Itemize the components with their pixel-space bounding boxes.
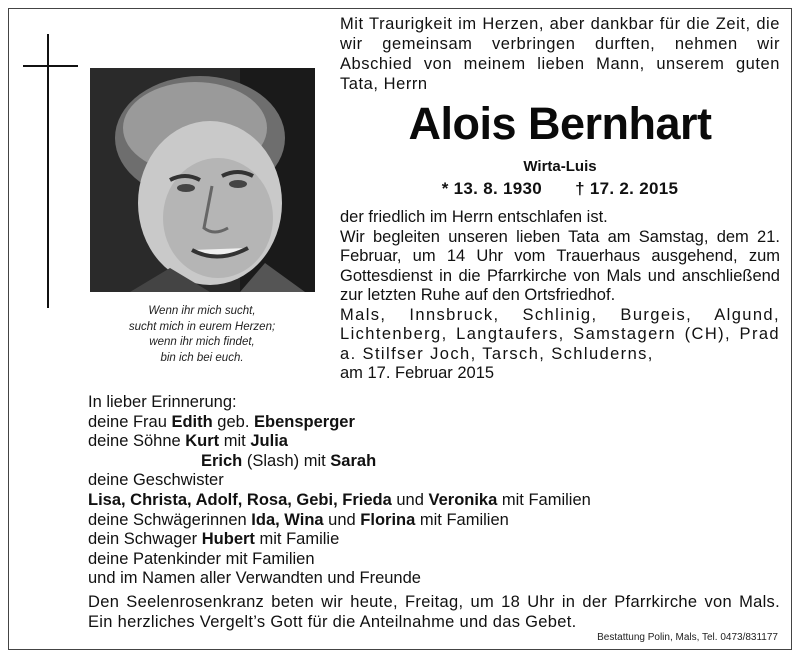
places-list: Mals, Innsbruck, Schlinig, Burgeis, Algund, Lichtenberg, Langtaufers, Samstagern (CH), Prad a. Stilfser Joch, Tarsch, Schluderns, <box>340 305 780 363</box>
death-date: † 17. 2. 2015 <box>575 179 679 198</box>
family-son2: Erich (Slash) mit Sarah <box>201 451 377 470</box>
life-dates <box>340 179 780 199</box>
portrait-photo <box>90 68 315 292</box>
funeral-details <box>340 208 780 384</box>
family-brother-in-law: dein Schwager Hubert mit Familie <box>88 530 340 549</box>
intro-text: Mit Traurigkeit im Herzen, aber dankbar für die Zeit, die wir gemeinsam verbringen durften, nehmen wir Abschied von meinem lieben Mann, unserem guten Tata, Herrn <box>340 15 780 93</box>
deceased-name: Alois Bernhart <box>408 98 712 149</box>
date-line: am 17. Februar 2015 <box>340 364 495 382</box>
birth-date: * 13. 8. 1930 <box>441 179 543 198</box>
cross-icon <box>47 34 49 308</box>
poem-line: bin ich bei euch. <box>160 351 244 364</box>
funeral-home-footer: Bestattung Polin, Mals, Tel. 0473/831177 <box>597 632 778 643</box>
closing-text: Den Seelenrosenkranz beten wir heute, Freitag, um 18 Uhr in der Pfarrkirche von Mals. Ein herzliches Vergelt’s Gott für die Anteilnahme und das Gebet. <box>88 593 780 631</box>
deceased-nickname: Wirta-Luis <box>523 158 597 175</box>
announcement-text: der friedlich im Herrn entschlafen ist. <box>340 208 608 226</box>
family-sisters-in-law: deine Schwägerinnen Ida, Wina und Florina mit Familien <box>88 510 509 529</box>
family-list <box>88 393 688 589</box>
family-sons: deine Söhne Kurt mit Julia <box>88 432 288 451</box>
family-heading: In lieber Erinnerung: <box>88 393 237 411</box>
family-siblings: Lisa, Christa, Adolf, Rosa, Gebi, Frieda und Veronika mit Familien <box>88 490 591 509</box>
family-wife: deine Frau Edith geb. Ebensperger <box>88 412 355 431</box>
family-relatives: und im Namen aller Verwandten und Freunde <box>88 569 421 588</box>
poem <box>92 304 312 366</box>
family-siblings-heading: deine Geschwister <box>88 471 224 490</box>
poem-line: sucht mich in eurem Herzen; <box>128 320 276 333</box>
family-godchildren: deine Patenkinder mit Familien <box>88 549 315 568</box>
poem-line: wenn ihr mich findet, <box>149 336 255 348</box>
cross-icon-bar <box>23 65 78 67</box>
funeral-text: Wir begleiten unseren lieben Tata am Samstag, dem 21. Februar, um 14 Uhr vom Trauerhaus ausgehend, zum Gottesdienst in die Pfarrkirche von Mals und anschließend zur letzten Ruhe auf den Ortsfriedhof. <box>340 227 780 304</box>
poem-line: Wenn ihr mich sucht, <box>148 305 256 317</box>
